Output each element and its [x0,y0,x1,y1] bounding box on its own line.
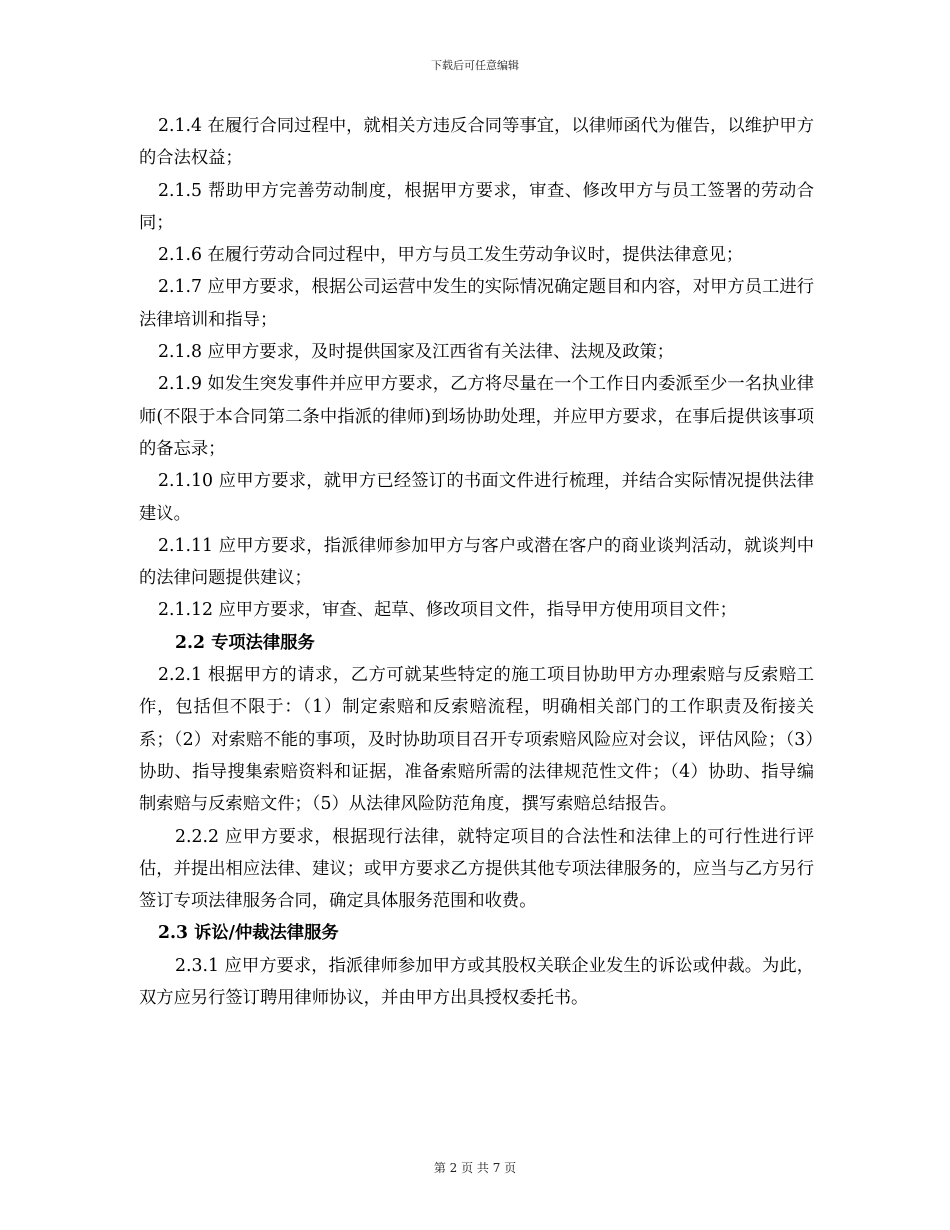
clause-2-2-1: 2.2.1 根据甲方的请求，乙方可就某些特定的施工项目协助甲方办理索赔与反索赔工作，包括但不限于：（1）制定索赔和反索赔流程，明确相关部门的工作职责及衔接关系；（2）对索赔不能的事项，及时协助项目召开专项索赔风险应对会议，评估风险；（3）协助、指导搜集索赔资料和证据，准备索赔所需的法律规范性文件；（4）协助、指导编制索赔与反索赔文件；（5）从法律风险防范角度，撰写索赔总结报告。 [139,665,814,815]
clause-2-2-2: 2.2.2 应甲方要求，根据现行法律，就特定项目的合法性和法律上的可行性进行评估，并提出相应法律、建议；或甲方要求乙方提供其他专项法律服务的，应当与乙方另行签订专项法律服务合同，确定具体服务范围和收费。 [139,826,814,912]
clause-2-1-8: 2.1.8 应甲方要求，及时提供国家及江西省有关法律、法规及政策； [158,342,675,363]
page-footer: 第 2 页 共 7 页 [433,1161,517,1175]
page-header: 下载后可任意编辑 [431,59,519,72]
clause-2-1-6: 2.1.6 在履行劳动合同过程中，甲方与员工发生劳动争议时，提供法律意见； [158,245,744,266]
clause-2-1-4: 2.1.4 在履行合同过程中，就相关方违反合同等事宜，以律师函代为催告，以维护甲方的合法权益； [139,116,814,169]
clause-2-1-5: 2.1.5 帮助甲方完善劳动制度，根据甲方要求，审查、修改甲方与员工签署的劳动合同； [139,180,814,233]
section-heading-2-2: 2.2 专项法律服务 [175,632,315,653]
clause-2-1-7: 2.1.7 应甲方要求，根据公司运营中发生的实际情况确定题目和内容，对甲方员工进行法律培训和指导； [139,277,814,330]
clause-2-1-12: 2.1.12 应甲方要求，审查、起草、修改项目文件，指导甲方使用项目文件； [158,600,737,621]
clause-2-1-11: 2.1.11 应甲方要求，指派律师参加甲方与客户或潜在客户的商业谈判活动，就谈判中的法律问题提供建议； [139,535,814,589]
clause-2-1-10: 2.1.10 应甲方要求，就甲方已经签订的书面文件进行梳理，并结合实际情况提供法律建议。 [139,471,814,524]
clause-2-3-1: 2.3.1 应甲方要求，指派律师参加甲方或其股权关联企业发生的诉讼或仲裁。为此，双方应另行签订聘用律师协议，并由甲方出具授权委托书。 [139,955,814,1009]
clause-2-1-9: 2.1.9 如发生突发事件并应甲方要求，乙方将尽量在一个工作日内委派至少一名执业律师(不限于本合同第二条中指派的律师)到场协助处理，并应甲方要求，在事后提供该事项的备忘录； [139,374,814,459]
document-body [139,110,814,1014]
section-heading-2-3: 2.3 诉讼/仲裁法律服务 [158,923,339,944]
